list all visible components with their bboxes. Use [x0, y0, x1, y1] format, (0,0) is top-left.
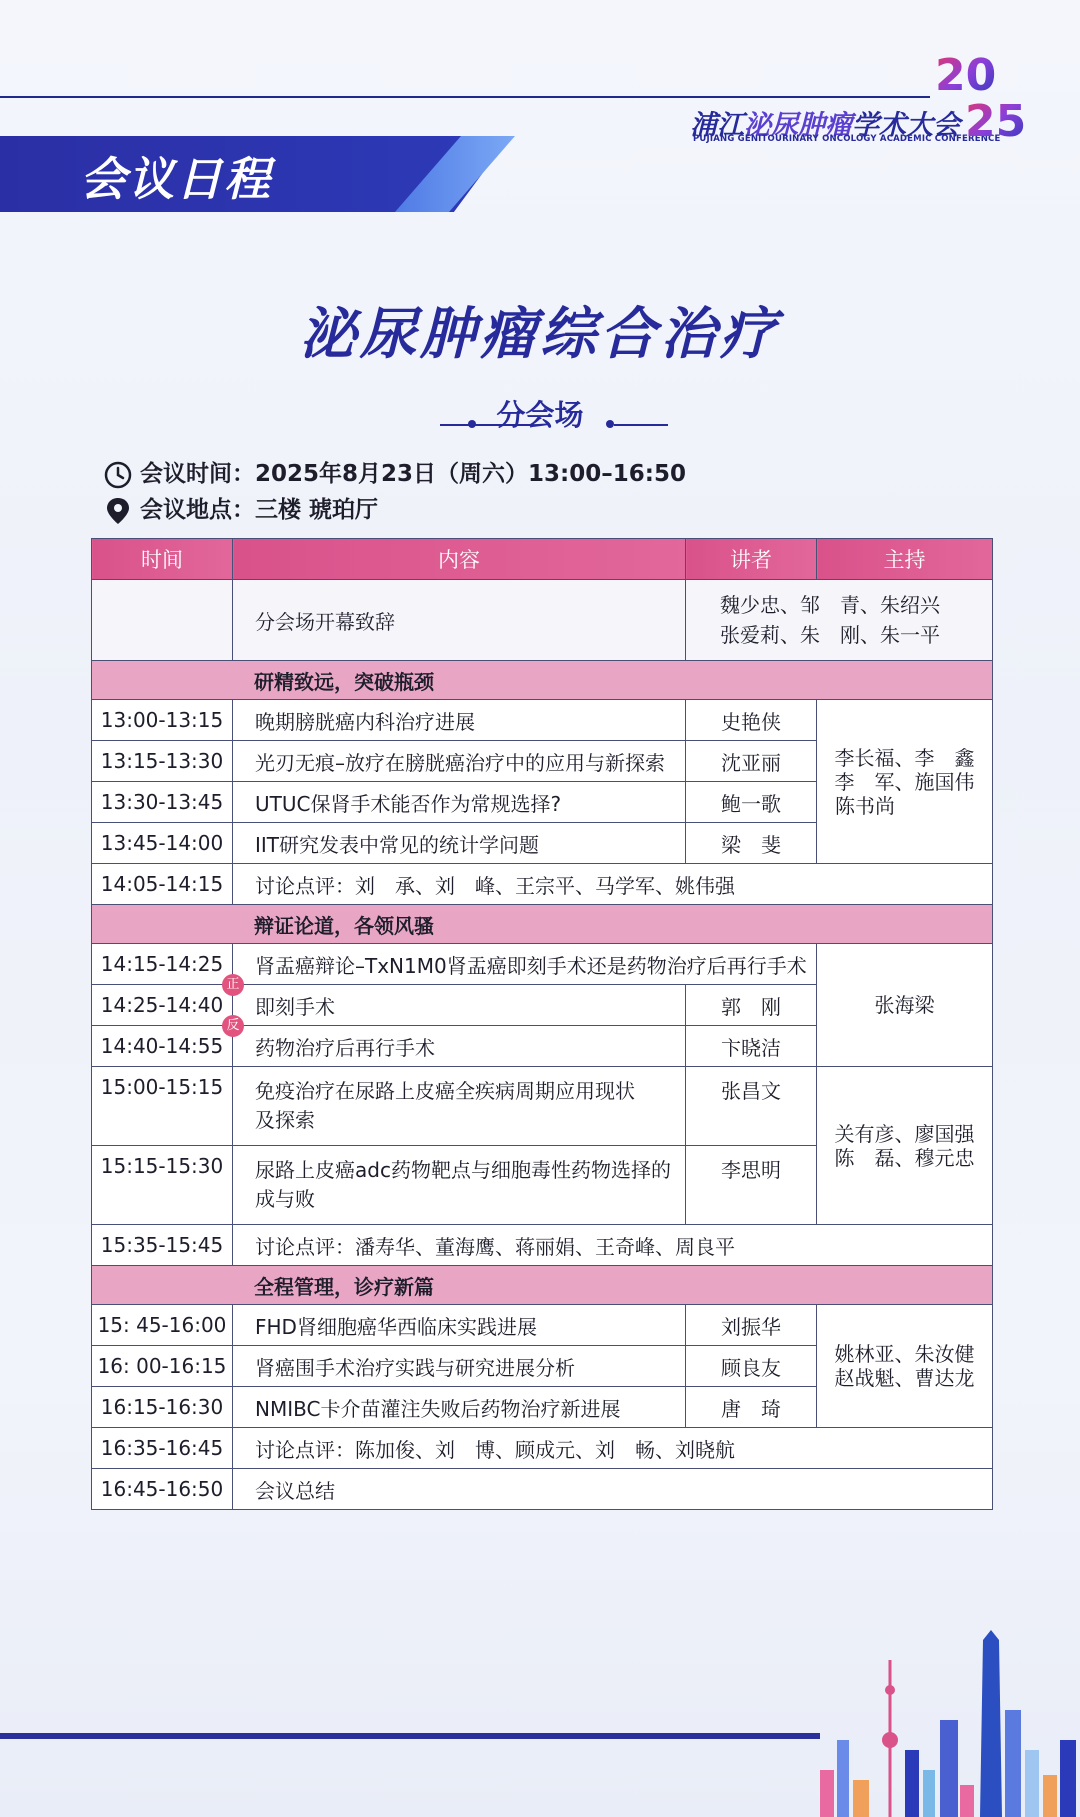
discussion-row [92, 1428, 993, 1469]
section-title: 全程管理，诊疗新篇 [92, 1266, 993, 1305]
discussion-content: 讨论点评：潘寿华、董海鹰、蒋丽娟、王奇峰、周良平 [233, 1225, 993, 1266]
meeting-place-value: 三楼 琥珀厅 [255, 497, 379, 523]
discussion-content: 讨论点评：陈加俊、刘 博、顾成元、刘 畅、刘晓航 [233, 1428, 993, 1469]
table-row [92, 1067, 993, 1146]
row-speaker: 唐 琦 [686, 1387, 817, 1428]
row-content: 免疫治疗在尿路上皮癌全疾病周期应用现状 及探索 [233, 1067, 686, 1146]
meeting-place-row [104, 491, 378, 526]
row-time: 14:05-14:15 [92, 864, 233, 905]
row-time: 16: 00-16:15 [92, 1346, 233, 1387]
row-content: 肾癌围手术治疗实践与研究进展分析 [233, 1346, 686, 1387]
section-title: 研精致远，突破瓶颈 [92, 661, 993, 700]
row-time: 16:15-16:30 [92, 1387, 233, 1428]
header-host: 主持 [817, 539, 993, 580]
location-pin-icon [104, 496, 132, 526]
header-content: 内容 [233, 539, 686, 580]
year-logo [935, 52, 1055, 142]
row-content: NMIBC卡介苗灌注失败后药物治疗新进展 [233, 1387, 686, 1428]
closing-content: 会议总结 [233, 1469, 993, 1510]
subtitle-dot-right [606, 420, 614, 428]
meeting-time-label: 会议时间： [140, 461, 255, 487]
row-speaker: 鲍一歌 [686, 782, 817, 823]
row-content: IIT研究发表中常见的统计学问题 [233, 823, 686, 864]
top-divider [0, 96, 930, 98]
row-speaker: 张昌文 [686, 1067, 817, 1146]
row-time: 14:15-14:25 [92, 944, 233, 985]
table-row [92, 1305, 993, 1346]
discussion-row [92, 1225, 993, 1266]
subtitle-line-right [614, 424, 668, 426]
row-speaker: 顾良友 [686, 1346, 817, 1387]
page-subtitle: 分会场 [496, 398, 584, 432]
clock-icon [104, 461, 132, 489]
row-content: UTUC保肾手术能否作为常规选择? [233, 782, 686, 823]
svg-text:20: 20 [935, 52, 997, 101]
table-header-row [92, 539, 993, 580]
row-time: 13:00-13:15 [92, 700, 233, 741]
row-time: 15:35-15:45 [92, 1225, 233, 1266]
session-host: 张海梁 [817, 944, 993, 1067]
row-time: 16:45-16:50 [92, 1469, 233, 1510]
session-hosts: 李长福、李 鑫 李 军、施国伟 陈书尚 [817, 700, 993, 864]
con-badge: 反 [222, 1015, 244, 1037]
conference-logo-english: PUJIANG GENITOURINARY ONCOLOGY ACADEMIC CONFERENCE [693, 134, 1001, 144]
opening-content: 分会场开幕致辞 [233, 580, 686, 661]
row-speaker: 卞晓洁 [686, 1026, 817, 1067]
agenda-table [91, 538, 993, 1510]
meeting-time-value: 2025年8月23日（周六）13:00–16:50 [255, 461, 686, 487]
row-content: FHD肾细胞癌华西临床实践进展 [233, 1305, 686, 1346]
row-speaker: 郭 刚 [686, 985, 817, 1026]
pro-badge: 正 [222, 974, 244, 996]
row-speaker: 沈亚丽 [686, 741, 817, 782]
row-time: 13:15-13:30 [92, 741, 233, 782]
meeting-time-row [104, 455, 686, 489]
row-time: 14:40-14:55 反 [92, 1026, 233, 1067]
svg-text:25: 25 [965, 96, 1027, 142]
table-row [92, 700, 993, 741]
closing-row [92, 1469, 993, 1510]
row-content: 药物治疗后再行手术 [233, 1026, 686, 1067]
row-time: 13:30-13:45 [92, 782, 233, 823]
row-time: 13:45-14:00 [92, 823, 233, 864]
row-time: 15:15-15:30 [92, 1146, 233, 1225]
header-time: 时间 [92, 539, 233, 580]
session-hosts: 姚林亚、朱汝健 赵战魁、曹达龙 [817, 1305, 993, 1428]
agenda-banner-title: 会议日程 [80, 152, 272, 206]
section-title: 辩证论道，各领风骚 [92, 905, 993, 944]
row-time: 15:00-15:15 [92, 1067, 233, 1146]
discussion-row [92, 864, 993, 905]
row-content: 光刃无痕–放疗在膀胱癌治疗中的应用与新探索 [233, 741, 686, 782]
section-row [92, 661, 993, 700]
row-speaker: 刘振华 [686, 1305, 817, 1346]
row-time: 14:25-14:40 正 [92, 985, 233, 1026]
row-content: 尿路上皮癌adc药物靶点与细胞毒性药物选择的 成与败 [233, 1146, 686, 1225]
section-row [92, 1266, 993, 1305]
discussion-content: 讨论点评：刘 承、刘 峰、王宗平、马学军、姚伟强 [233, 864, 993, 905]
opening-row [92, 580, 993, 661]
bottom-divider [0, 1733, 820, 1739]
debate-content: 肾盂癌辩论–TxN1M0肾盂癌即刻手术还是药物治疗后再行手术 [233, 944, 817, 985]
city-skyline-illustration [815, 1620, 1080, 1817]
row-content: 即刻手术 [233, 985, 686, 1026]
row-speaker: 梁 斐 [686, 823, 817, 864]
session-hosts: 关有彦、廖国强 陈 磊、穆元忠 [817, 1067, 993, 1225]
row-speaker: 史艳侠 [686, 700, 817, 741]
header-speaker: 讲者 [686, 539, 817, 580]
row-speaker: 李思明 [686, 1146, 817, 1225]
row-content: 晚期膀胱癌内科治疗进展 [233, 700, 686, 741]
row-time: 16:35-16:45 [92, 1428, 233, 1469]
opening-speakers: 魏少忠、邹 青、朱绍兴 张爱莉、朱 刚、朱一平 [686, 580, 993, 661]
opening-time [92, 580, 233, 661]
row-time: 15: 45-16:00 [92, 1305, 233, 1346]
section-row [92, 905, 993, 944]
meeting-place-label: 会议地点： [140, 497, 255, 523]
page-title: 泌尿肿瘤综合治疗 [300, 302, 780, 367]
conference-logo-text: 浦江泌尿肿瘤学术大会 [690, 110, 960, 141]
